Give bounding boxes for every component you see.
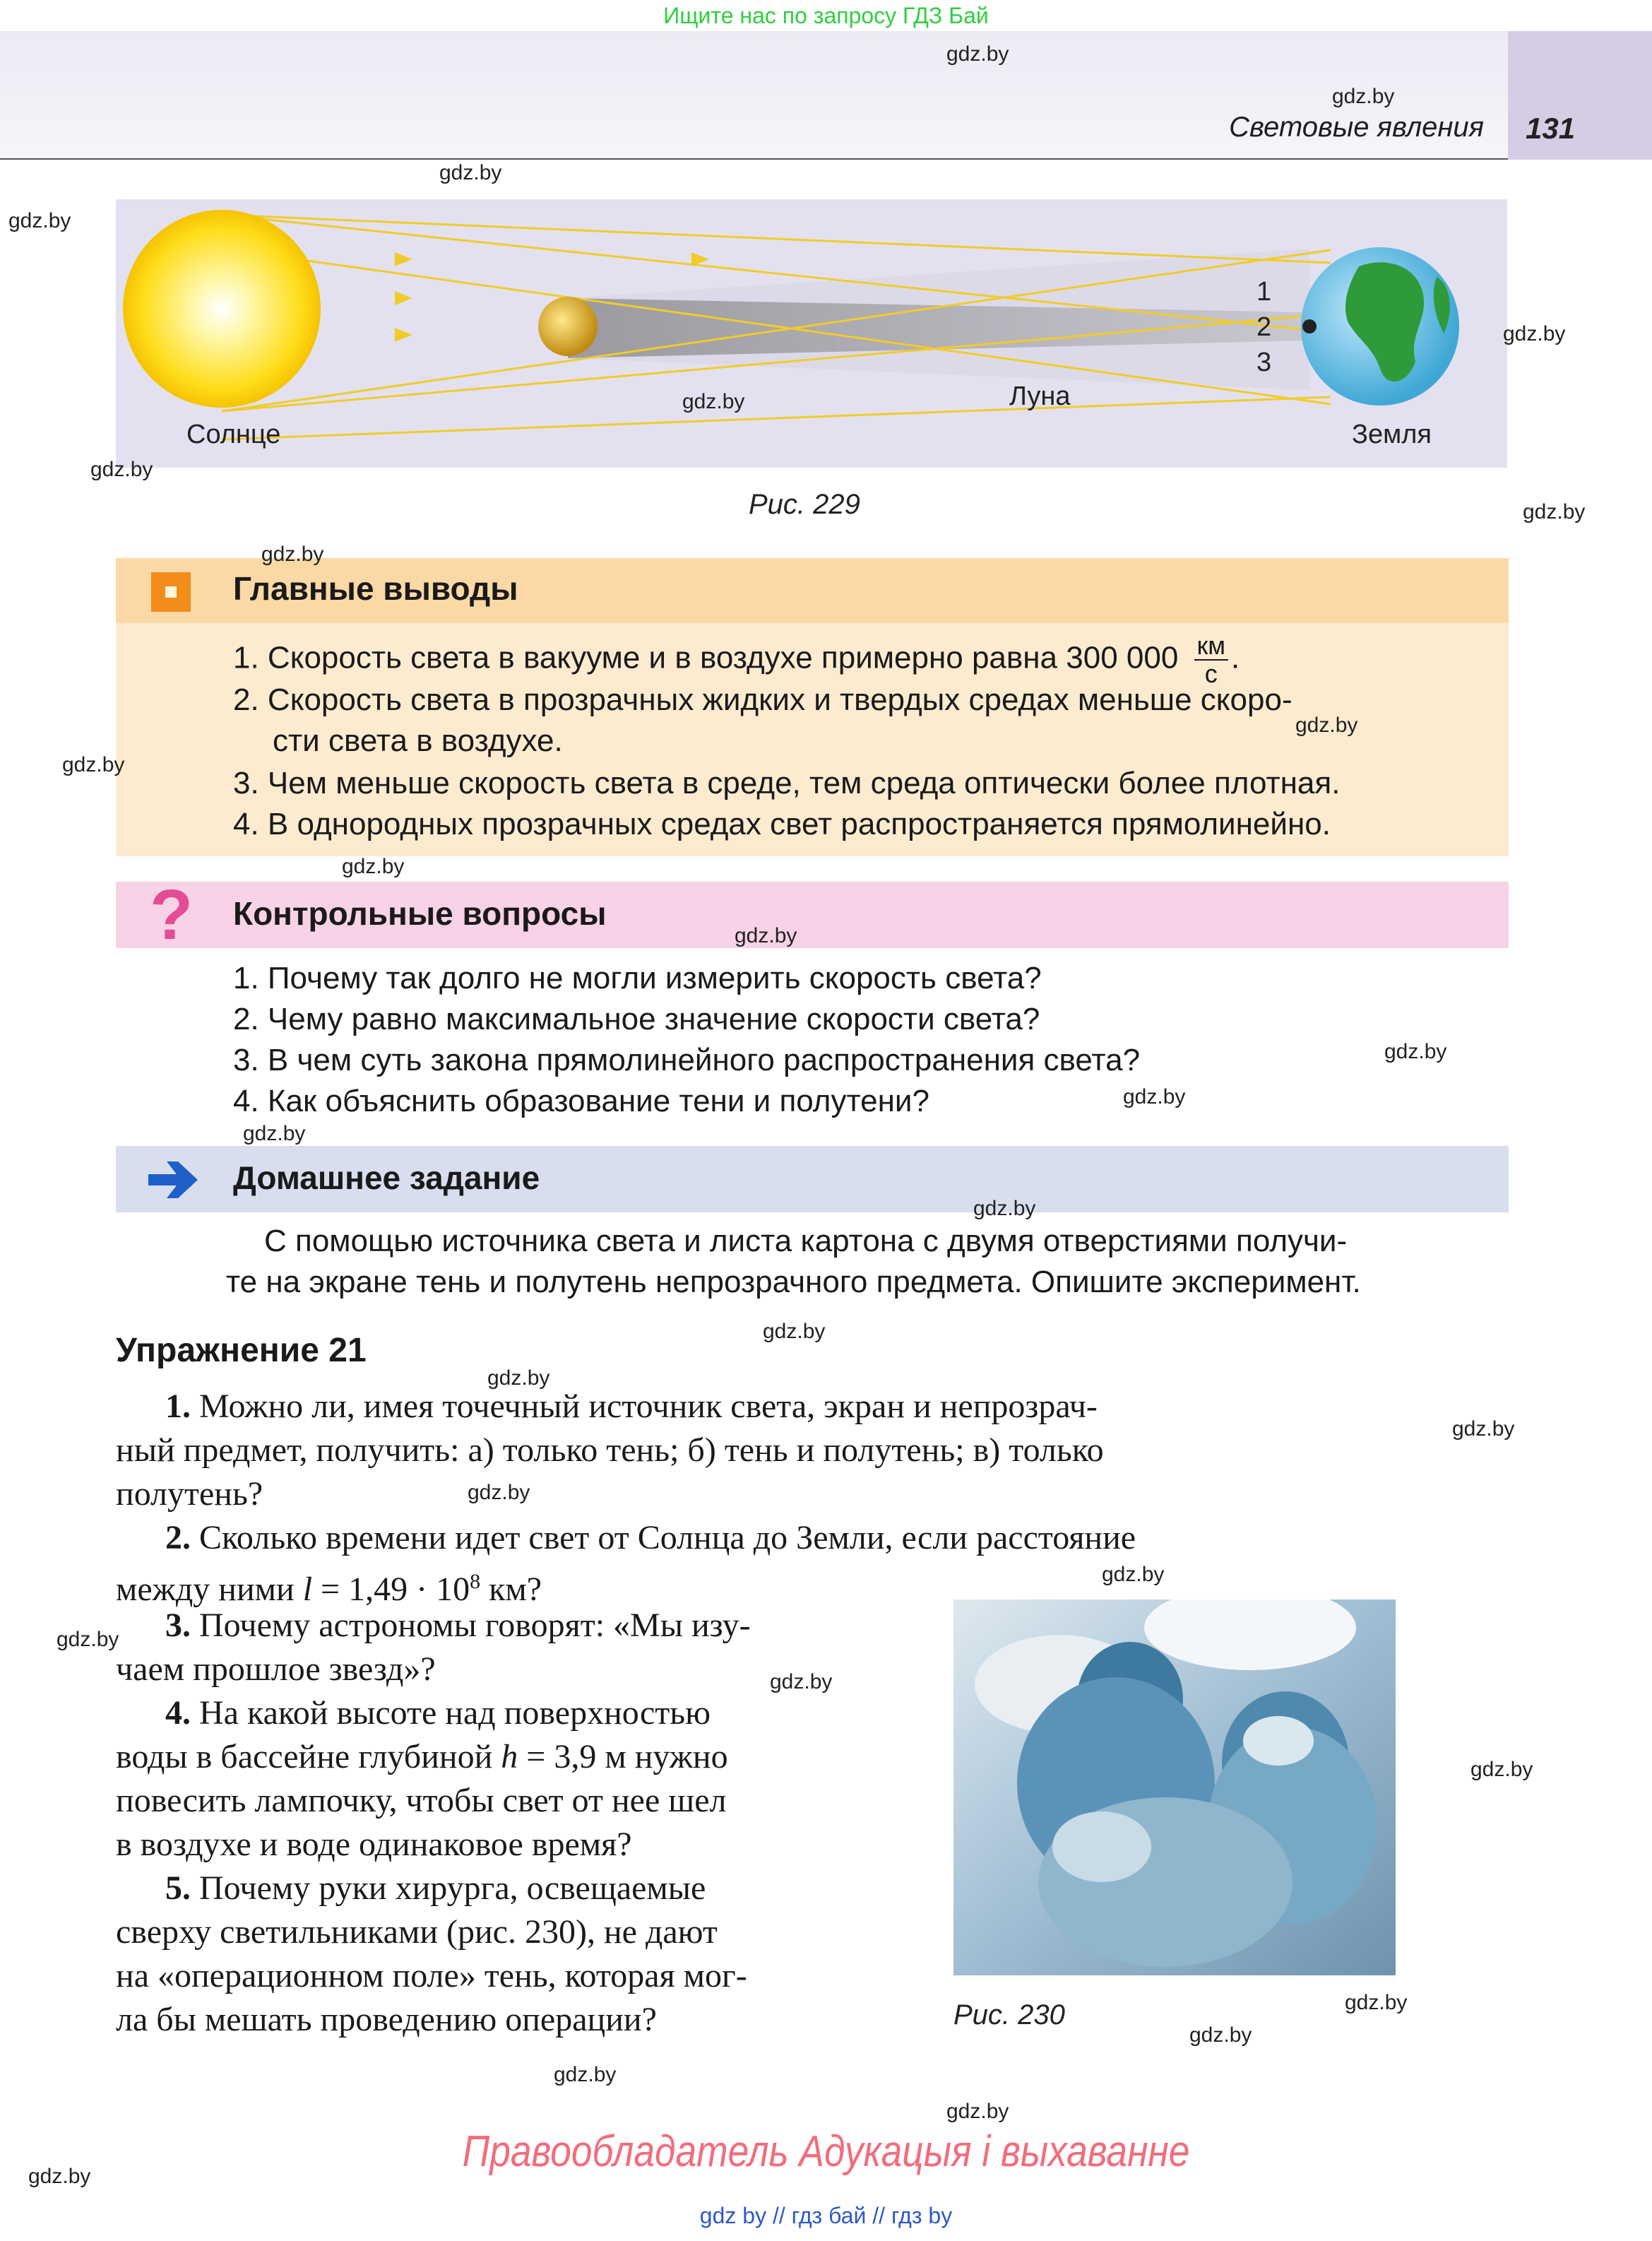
watermark: gdz.by: [8, 209, 71, 232]
figure-229-caption: Рис. 229: [749, 489, 860, 520]
watermark: gdz.by: [342, 855, 405, 878]
watermark: gdz.by: [1503, 322, 1566, 345]
watermark: gdz.by: [1123, 1085, 1186, 1108]
watermark: gdz.by: [735, 924, 797, 947]
watermark: gdz.by: [28, 2165, 91, 2188]
exercise-title: Упражнение 21: [116, 1332, 367, 1369]
homework-line-1: С помощью источника света и листа картона с двумя отверстиями получи-: [264, 1224, 1348, 1258]
label-2: 2: [1256, 312, 1272, 342]
summary-square-icon: [151, 572, 191, 612]
watermark: gdz.by: [1523, 500, 1586, 524]
label-earth: Земля: [1352, 420, 1432, 449]
label-moon: Луна: [1009, 382, 1071, 411]
watermark: gdz.by: [439, 161, 502, 184]
summary-item-2-line-2: сти света в воздухе.: [273, 723, 563, 758]
watermark: gdz.by: [1470, 1758, 1533, 1781]
page-number: 131: [1526, 112, 1576, 145]
question-3: 3. В чем суть закона прямолинейного распространения света?: [233, 1043, 1141, 1077]
sun: [123, 210, 321, 408]
figure-230-surgery-photo: [953, 1600, 1396, 1975]
watermark: gdz.by: [62, 753, 125, 776]
label-1: 1: [1256, 277, 1272, 307]
figure-230-caption: Рис. 230: [953, 1999, 1065, 2030]
moon: [538, 297, 598, 356]
watermark: gdz.by: [1295, 714, 1358, 737]
watermark: gdz.by: [1384, 1040, 1447, 1063]
footer-links[interactable]: gdz by // гдз бай // гдз by: [699, 2203, 953, 2228]
watermark: gdz.by: [243, 1122, 306, 1145]
watermark: gdz.by: [57, 1628, 119, 1651]
watermark: gdz.by: [468, 1481, 530, 1504]
watermark: gdz.by: [1189, 2023, 1252, 2047]
question-4: 4. Как объяснить образование тени и полутени?: [233, 1084, 929, 1118]
summary-item-4: 4. В однородных прозрачных средах свет распространяется прямолинейно.: [233, 807, 1331, 841]
watermark: gdz.by: [1102, 1563, 1165, 1586]
exercise-problem-5: 5. Почему руки хирурга, освещаемые сверху светильниками (рис. 230), не дают на «операционном поле» тень, которая мог- ла бы мешать проведению операции?: [116, 1869, 747, 2038]
watermark: gdz.by: [763, 1320, 826, 1343]
publisher-rights-notice: Правообладатель Адукацыя і выхаванне: [462, 2127, 1190, 2176]
unit-fraction: км с: [1194, 632, 1229, 687]
exercise-problem-4: 4. На какой высоте над поверхностью воды в бассейне глубиной h = 3,9 м нужно повесить лампочку, чтобы свет от нее шел в воздухе и воде одинаковое время?: [116, 1694, 728, 1863]
summary-item-3: 3. Чем меньше скорость света в среде, тем среда оптически более плотная.: [233, 766, 1341, 800]
section-title: Световые явления: [1229, 112, 1484, 143]
arrow-right-icon: [145, 1159, 202, 1201]
watermark: gdz.by: [770, 1670, 833, 1693]
watermark: gdz.by: [261, 543, 324, 566]
question-2: 2. Чему равно максимальное значение скорости света?: [233, 1002, 1040, 1036]
summary-title: Главные выводы: [233, 570, 518, 607]
watermark: gdz.by: [90, 458, 153, 481]
summary-item-2-line-1: 2. Скорость света в прозрачных жидких и твердых средах меньше скоро-: [233, 682, 1293, 717]
top-banner: Ищите нас по запросу ГДЗ Бай: [663, 3, 989, 28]
exercise-problem-2: 2. Сколько времени идет свет от Солнца до Земли, если расстояние между ними $l = 1,49 \cdot 10^8$ км?: [116, 1519, 1136, 1608]
eclipse-diagram: [116, 199, 1507, 468]
watermark: gdz.by: [973, 1197, 1036, 1220]
header-divider: [0, 158, 1508, 160]
label-3: 3: [1256, 348, 1272, 377]
questions-title: Контрольные вопросы: [233, 895, 607, 932]
homework-title: Домашнее задание: [233, 1159, 540, 1196]
exercise-problem-3: 3. Почему астрономы говорят: «Мы изу- чаем прошлое звезд»?: [116, 1607, 751, 1688]
watermark: gdz.by: [1332, 85, 1395, 108]
summary-item-1: 1. Скорость света в вакууме и в воздухе примерно равна 300 000 км с .: [233, 631, 1240, 688]
watermark: gdz.by: [946, 2100, 1009, 2123]
question-mark-icon: ?: [150, 875, 194, 954]
shadow-spot: [1302, 319, 1317, 333]
watermark: gdz.by: [946, 42, 1009, 66]
watermark: gdz.by: [554, 2063, 617, 2086]
exercise-problem-1: 1. Можно ли, имея точечный источник света, экран и непрозрач- ный предмет, получить: а) только тень; б) тень и полутень; в) только полутень?: [116, 1388, 1104, 1513]
label-sun: Солнце: [186, 420, 281, 449]
figure-229: [116, 199, 1507, 468]
watermark: gdz.by: [487, 1366, 550, 1390]
homework-line-2: те на экране тень и полутень непрозрачного предмета. Опишите эксперимент.: [226, 1265, 1361, 1299]
watermark: gdz.by: [1345, 1991, 1408, 2014]
watermark: gdz.by: [682, 390, 745, 413]
question-1: 1. Почему так долго не могли измерить скорость света?: [233, 961, 1042, 995]
watermark: gdz.by: [1452, 1417, 1515, 1441]
